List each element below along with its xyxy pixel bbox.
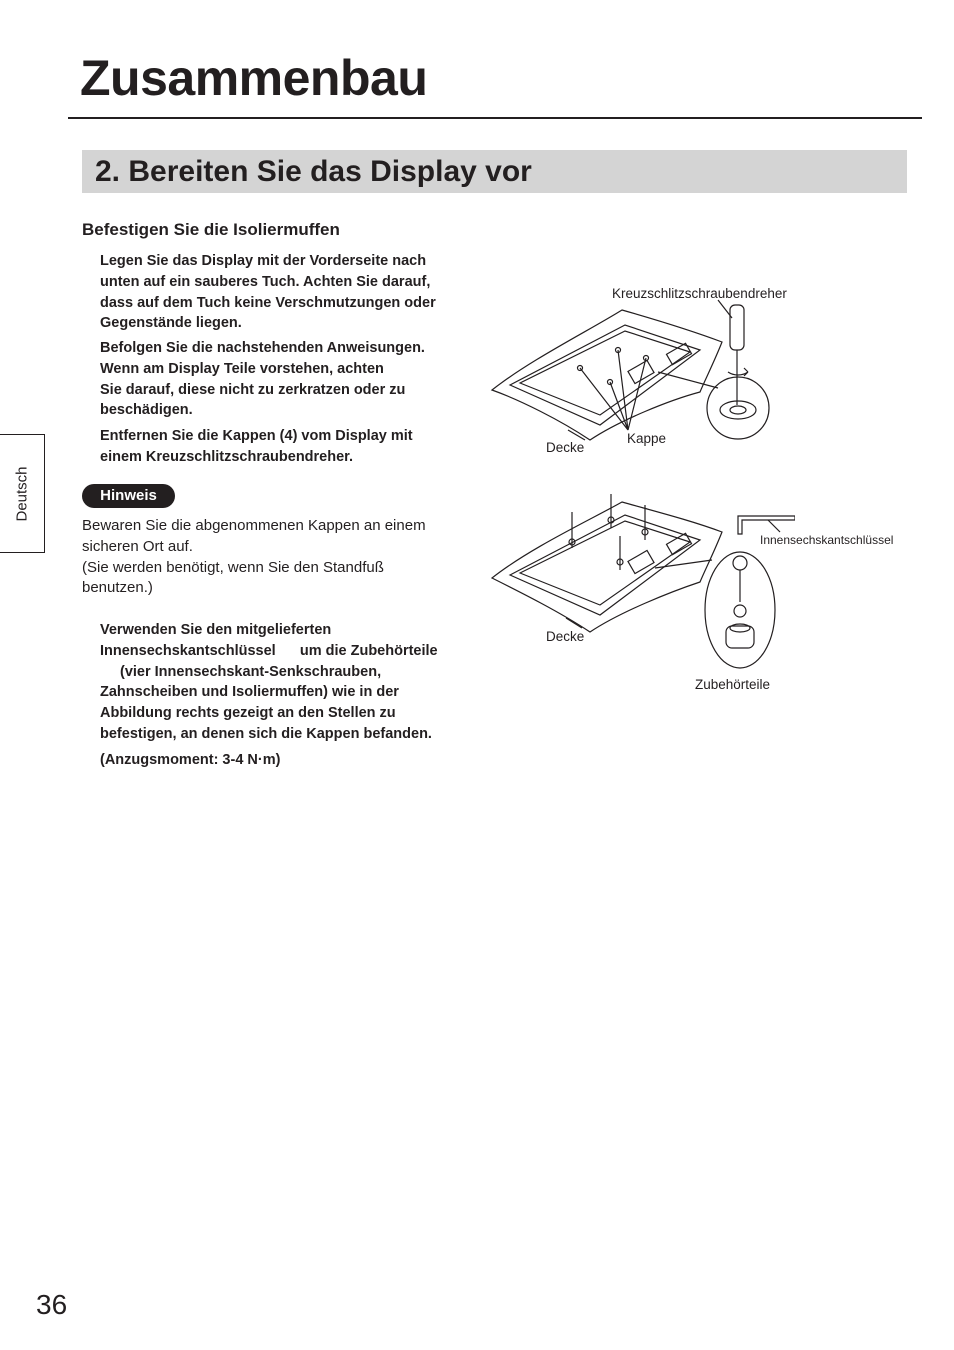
rotate-arrow-icon xyxy=(728,368,748,376)
step-4-line: Abbildung rechts gezeigt an den Stellen zu xyxy=(100,705,396,722)
step-4 xyxy=(100,620,480,745)
countersunk-screw-icon xyxy=(733,556,747,570)
language-side-tab xyxy=(0,434,45,553)
language-label: Deutsch xyxy=(13,465,31,522)
label-cover-2: Decke xyxy=(546,629,585,644)
label-cap: Kappe xyxy=(627,431,667,446)
step-4-line: Innensechskantschlüssel um die Zubehörteile xyxy=(100,642,438,659)
insulating-sleeve-top xyxy=(730,624,750,632)
cap-detail xyxy=(720,401,756,419)
step-1-line: Gegenstände liegen. xyxy=(100,315,242,332)
step-1 xyxy=(100,251,480,334)
label-cover-1: Decke xyxy=(546,440,585,455)
step-1-line: unten auf ein sauberes Tuch. Achten Sie darauf, xyxy=(100,273,431,290)
display-outline xyxy=(510,515,700,615)
page-number: 36 xyxy=(36,1289,68,1320)
tooth-washer-icon xyxy=(734,605,746,617)
step-1-line: dass auf dem Tuch keine Verschmutzungen oder xyxy=(100,294,436,311)
step-1-line: Legen Sie das Display mit der Vorderseite nach xyxy=(100,253,427,269)
step-2-line: Sie darauf, diese nicht zu zerkratzen oder zu xyxy=(100,381,406,398)
step-4-line: (vier Innensechskant-Senkschrauben, xyxy=(120,663,382,680)
page-title: Zusammenbau xyxy=(80,50,428,106)
hint-text xyxy=(82,516,472,599)
step-2-line: beschädigen. xyxy=(100,402,193,419)
label-screwdriver: Kreuzschlitzschraubendreher xyxy=(612,286,787,301)
step-4-line: Verwenden Sie den mitgelieferten xyxy=(100,622,332,638)
hint-line: benutzen.) xyxy=(82,579,153,597)
cloth-outline xyxy=(492,310,722,440)
hint-line: (Sie werden benötigt, wenn Sie den Standfuß xyxy=(82,558,384,576)
detail-circle xyxy=(707,377,769,439)
title-divider xyxy=(68,117,922,119)
torque-note: (Anzugsmoment: 3-4 N·m) xyxy=(100,752,281,768)
display-inner-outline xyxy=(520,521,690,605)
hint-line: sicheren Ort auf. xyxy=(82,537,193,555)
step-2-line: Befolgen Sie die nachstehenden Anweisungen. xyxy=(100,340,425,356)
sub-heading: Befestigen Sie die Isoliermuffen xyxy=(82,220,340,239)
label-accessories: Zubehörteile xyxy=(695,677,771,692)
cover-leader xyxy=(566,618,582,628)
step-3-line: einem Kreuzschlitzschraubendreher. xyxy=(100,448,354,465)
hint-line: Bewaren Sie die abgenommenen Kappen an einem xyxy=(82,517,426,534)
display-inner-outline xyxy=(520,331,690,415)
step-4-line: befestigen, an denen sich die Kappen befanden. xyxy=(100,725,432,742)
label-hex-key: Innensechskantschlüssel xyxy=(760,533,894,547)
step-3-line: Entfernen Sie die Kappen (4) vom Display mit xyxy=(100,428,413,444)
section-heading: 2. Bereiten Sie das Display vor xyxy=(95,155,532,188)
detail-pointer xyxy=(658,372,718,388)
hex-key-leader xyxy=(768,520,780,532)
hint-badge: Hinweis xyxy=(82,484,175,508)
step-3 xyxy=(100,426,480,468)
cap-detail-inner xyxy=(730,406,746,414)
step-4-line: Zahnscheiben und Isoliermuffen) wie in der xyxy=(100,684,399,701)
figure-attach-accessories xyxy=(485,488,795,673)
step-2-line: Wenn am Display Teile vorstehen, achten xyxy=(100,360,384,377)
step-2 xyxy=(100,338,480,421)
screwdriver-handle-icon xyxy=(730,305,744,350)
